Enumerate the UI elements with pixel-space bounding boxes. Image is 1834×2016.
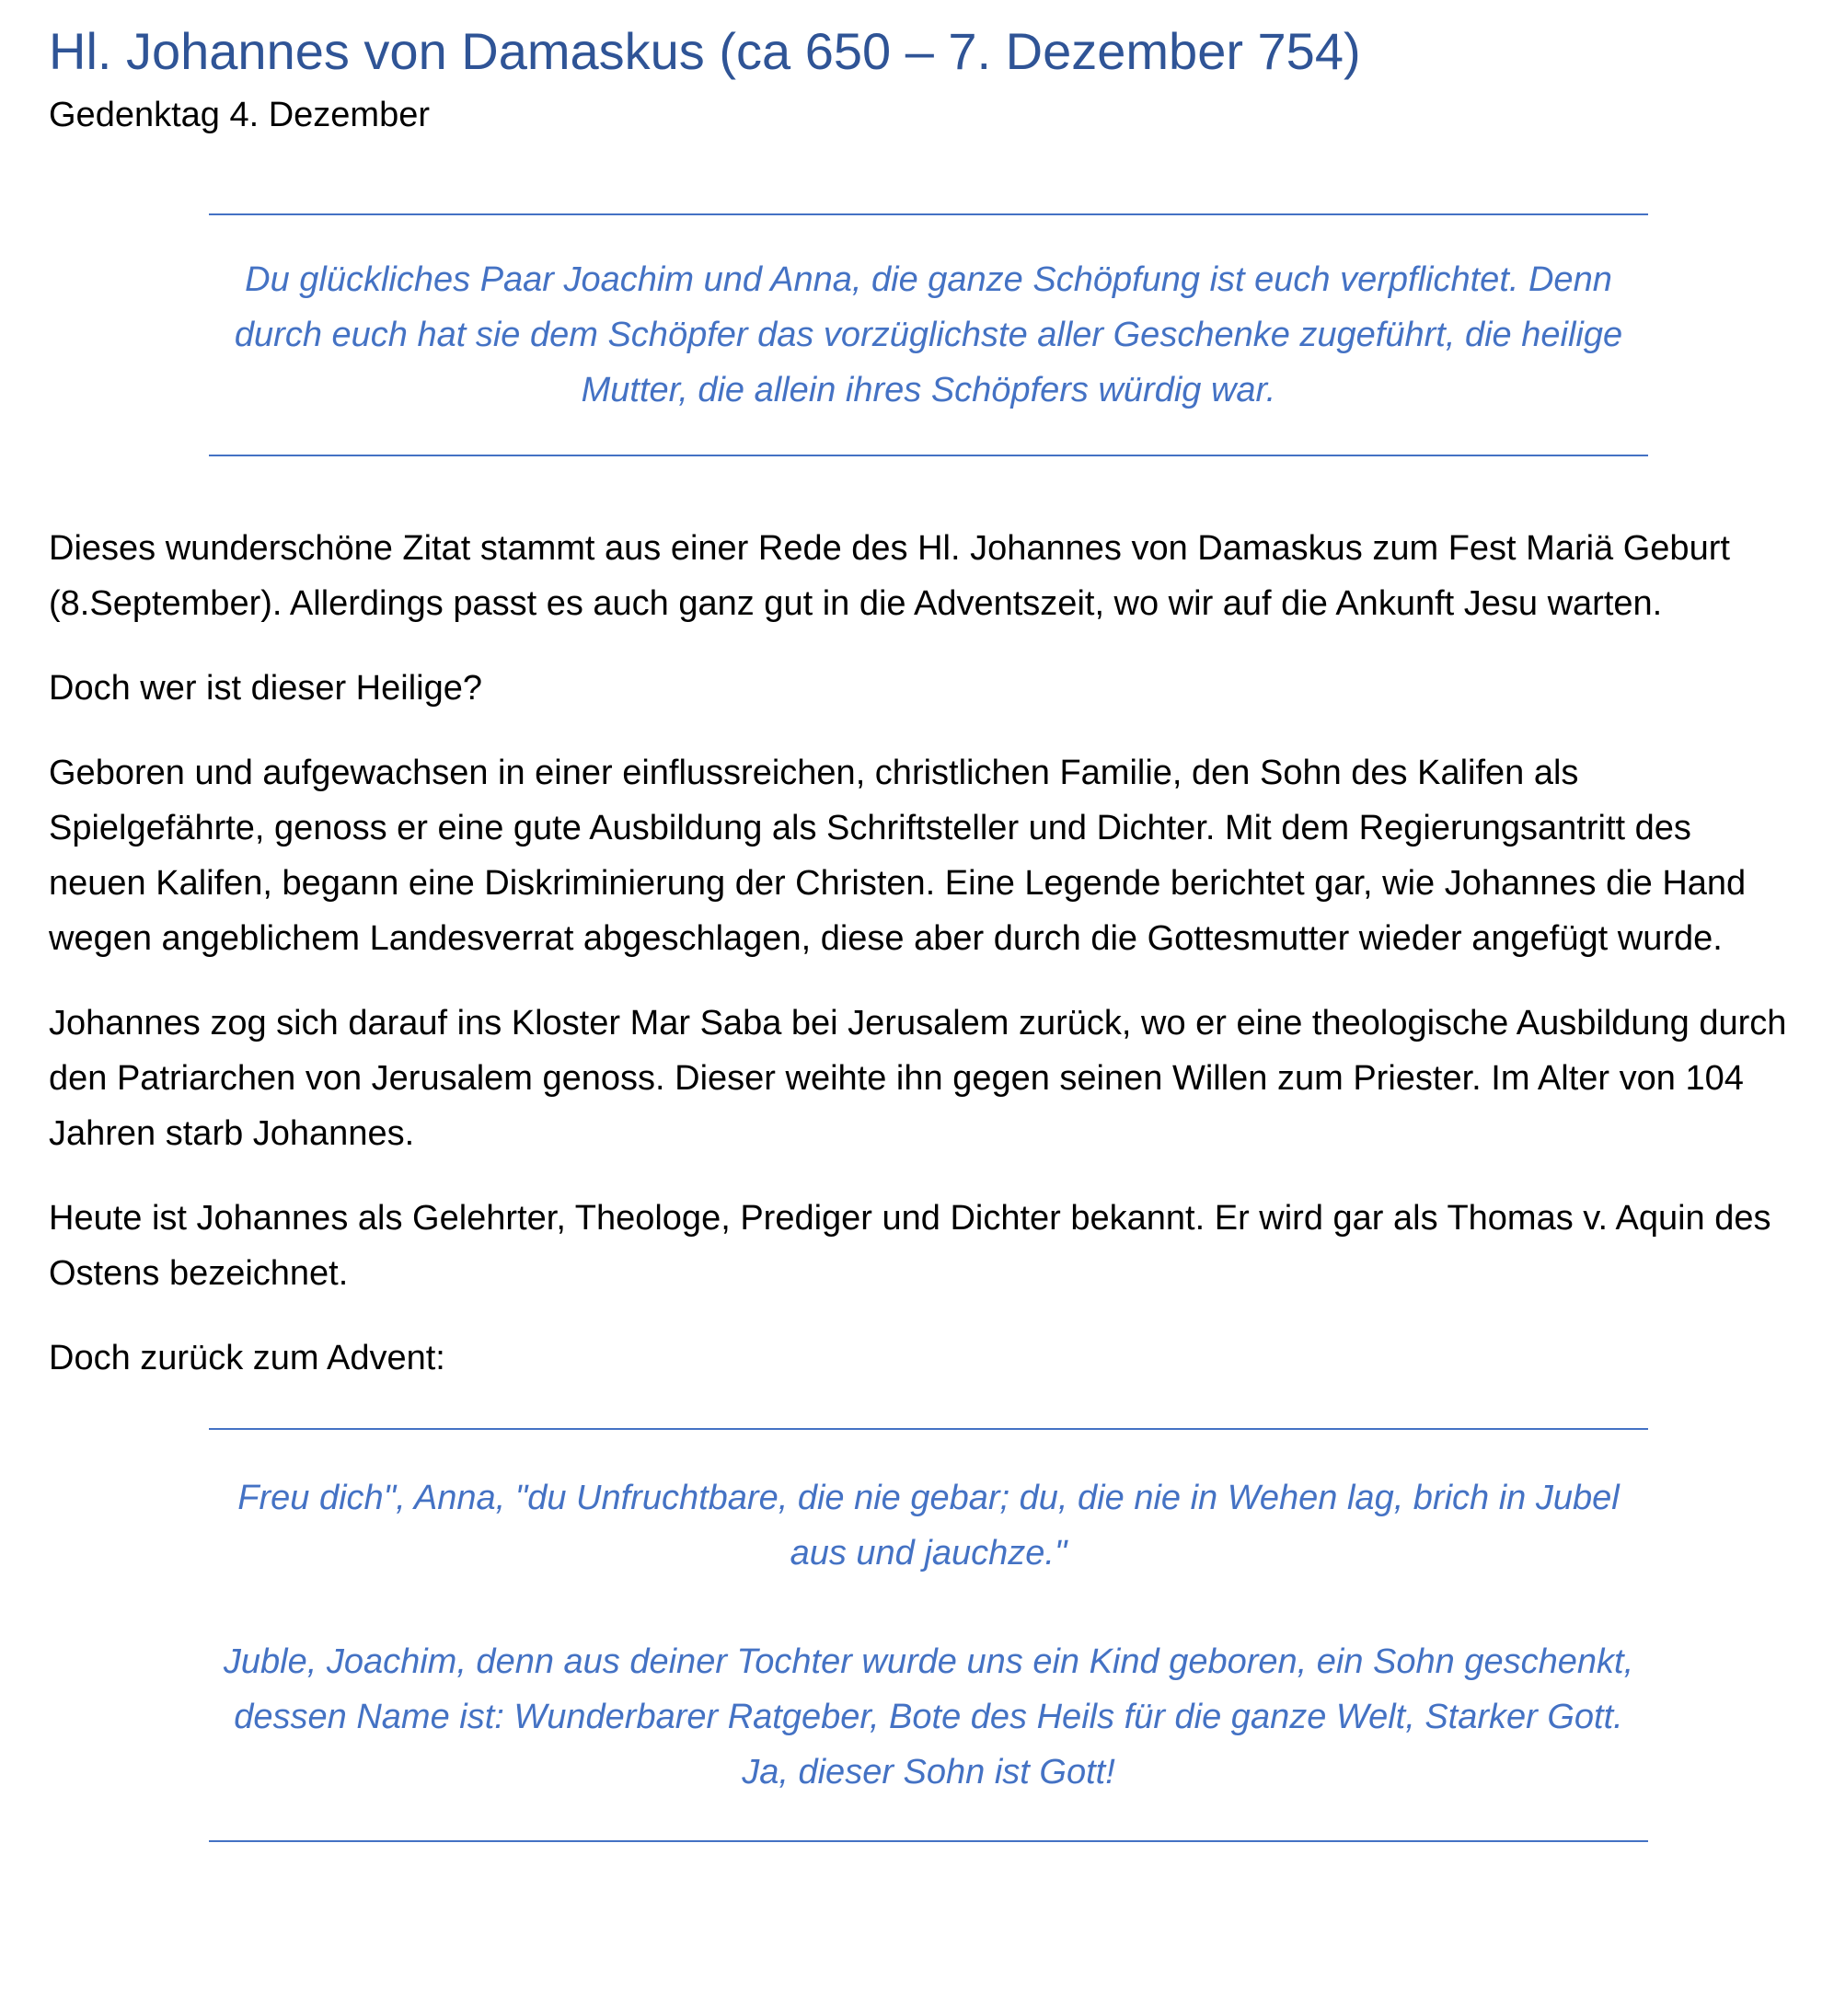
paragraph: Geboren und aufgewachsen in einer einflussreichen, christlichen Familie, den Sohn des Kalifen als Spielgefährte, genoss er eine gute Ausbildung als Schriftsteller und Dichter. Mit dem Regierungsantritt des neuen Kalifen, begann eine Diskriminierung der Christen. Eine Legende berichtet gar, wie Johannes die Hand wegen angeblichem Landesverrat abgeschlagen, diese aber durch die Gottesmutter wieder angefügt wurde. [49,754,1747,958]
paragraph: Doch wer ist dieser Heilige? [49,669,482,708]
intro-quote-text: Du glückliches Paar Joachim und Anna, die ganze Schöpfung ist euch verpflichtet. Denn durch euch hat sie dem Schöpfer das vorzüglichste aller Geschenke zugeführt, die heilige Mutter, die allein ihres Schöpfers würdig war. [234,260,1623,409]
closing-quote-block [209,1428,1648,1842]
paragraph: Dieses wunderschöne Zitat stammt aus einer Rede des Hl. Johannes von Damaskus zum Fest Mariä Geburt (8.September). Allerdings passt es auch ganz gut in die Adventszeit, wo wir auf die Ankunft Jesu warten. [49,529,1730,623]
paragraph: Johannes zog sich darauf ins Kloster Mar Saba bei Jerusalem zurück, wo er eine theologische Ausbildung durch den Patriarchen von Jerusalem genoss. Dieser weihte ihn gegen seinen Willen zum Priester. Im Alter von 104 Jahren starb Johannes. [49,1004,1787,1153]
paragraph: Heute ist Johannes als Gelehrter, Theologe, Prediger und Dichter bekannt. Er wird gar als Thomas v. Aquin des Ostens bezeichnet. [49,1199,1771,1293]
document-subtitle: Gedenktag 4. Dezember [49,96,431,134]
closing-quote-line: Freu dich", Anna, "du Unfruchtbare, die nie gebar; du, die nie in Wehen lag, brich in Jubel aus und jauchze." [237,1479,1620,1572]
closing-quote-line: Juble, Joachim, denn aus deiner Tochter wurde uns ein Kind geboren, ein Sohn geschenkt, dessen Name ist: Wunderbarer Ratgeber, Bote des Heils für die ganze Welt, Starker Gott. Ja, dieser Sohn ist Gott! [223,1642,1634,1791]
intro-quote-block [209,213,1648,456]
body-text [49,521,1788,1386]
document-title: Hl. Johannes von Damaskus (ca 650 – 7. Dezember 754) [49,22,1361,80]
document-page [49,0,1788,1842]
paragraph: Doch zurück zum Advent: [49,1339,445,1377]
